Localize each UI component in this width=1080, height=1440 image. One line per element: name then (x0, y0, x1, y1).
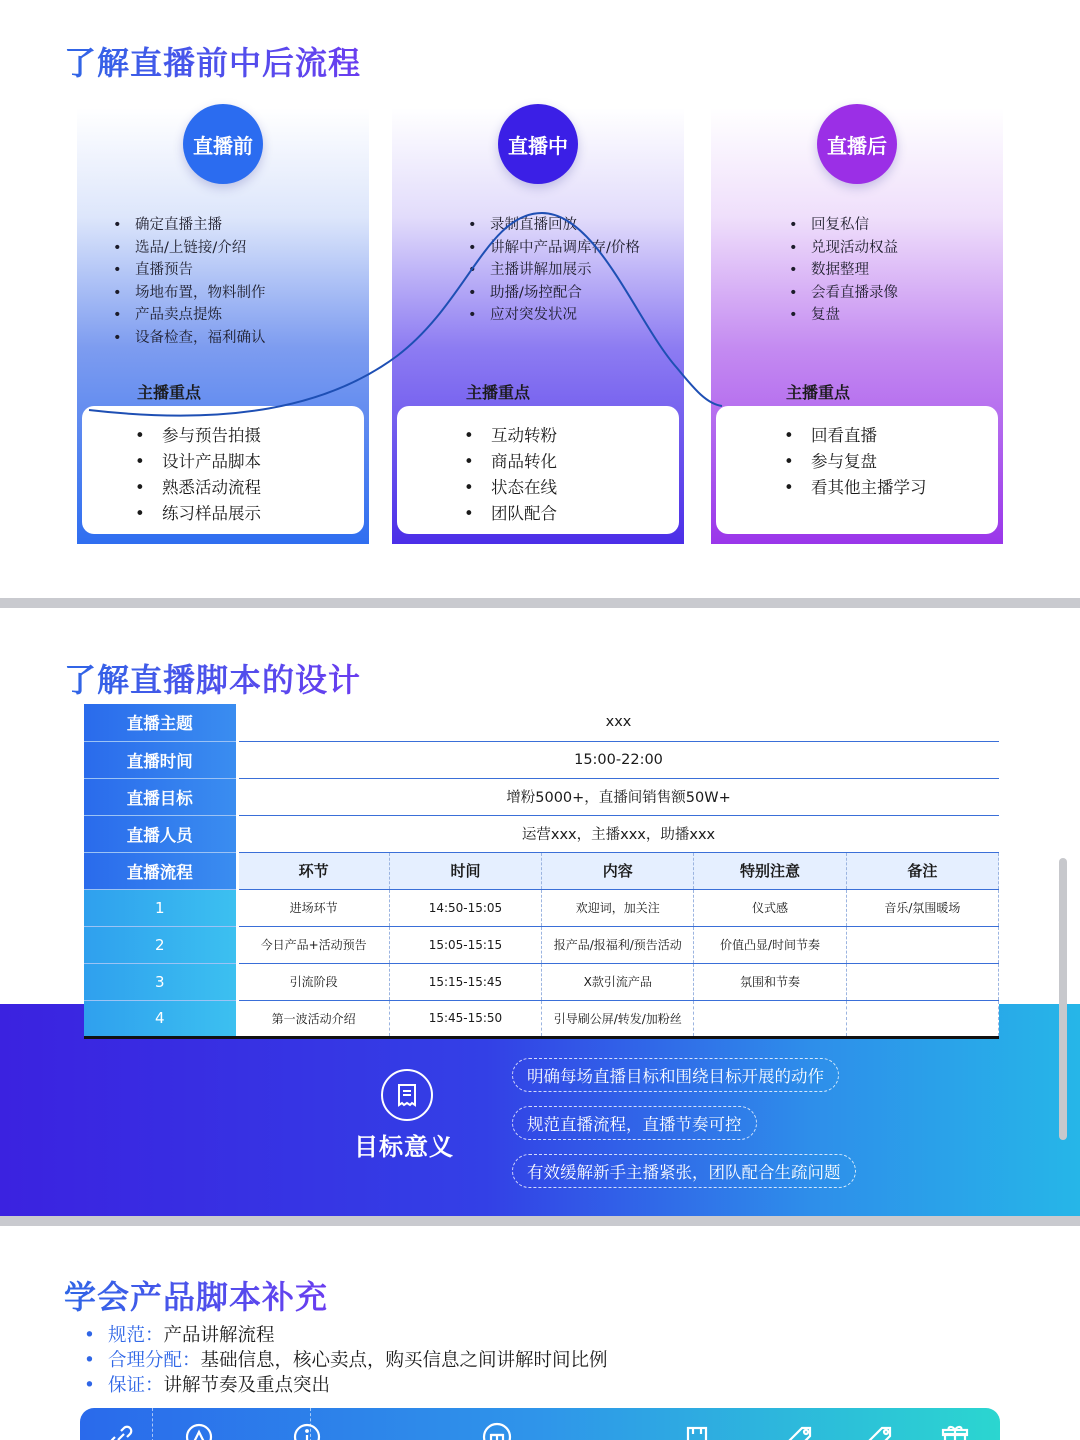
goal-value: 增粉5000+，直播间销售额50W+ (237, 778, 999, 815)
cell-stage: 今日产品+活动预告 (237, 926, 389, 963)
row-number: 1 (84, 889, 237, 926)
focus-list (811, 423, 927, 501)
table-row (84, 741, 999, 778)
section-title-product-script: 学会产品脚本补充 (64, 1272, 328, 1318)
focus-list (162, 423, 261, 527)
cell-stage: 进场环节 (237, 889, 389, 926)
column-header: 环节 (237, 852, 389, 889)
list-item (84, 1323, 608, 1348)
section-divider (0, 598, 1080, 608)
task-item: • 场地布置，物料制作 (135, 282, 361, 305)
column-header: 内容 (542, 852, 694, 889)
focus-label: 主播重点 (137, 383, 202, 402)
warning-icon (184, 1422, 214, 1440)
cell-note: 仪式感 (694, 889, 846, 926)
goal-point: 有效缓解新手主播紧张，团队配合生疏问题 (512, 1154, 856, 1188)
stage-badge: 直播后 (817, 104, 897, 184)
cell-time: 15:15-15:45 (389, 963, 541, 1000)
focus-box (397, 406, 679, 534)
table-row (84, 815, 999, 852)
focus-box (82, 406, 364, 534)
point-sep: ： (145, 1325, 164, 1346)
row-label: 直播目标 (84, 778, 237, 815)
table-row (84, 889, 999, 926)
stage-card-after (711, 108, 1003, 544)
tag-icon (866, 1422, 896, 1440)
task-item: • 应对突发状况 (490, 304, 676, 327)
task-item: • 设备检查，福利确认 (135, 327, 361, 350)
cell-stage: 引流阶段 (237, 963, 389, 1000)
scrollbar[interactable] (1059, 858, 1067, 1140)
table-row (84, 926, 999, 963)
stage-badge: 直播中 (498, 104, 578, 184)
product-script-points (84, 1323, 608, 1398)
focus-item: • 状态在线 (491, 475, 557, 501)
stage-card-during (392, 108, 684, 544)
cell-stage: 第一波活动介绍 (237, 1000, 389, 1037)
stage-badge: 直播前 (183, 104, 263, 184)
focus-list (491, 423, 557, 527)
task-item: • 主播讲解加展示 (490, 259, 676, 282)
column-header: 备注 (846, 852, 998, 889)
goal-point: 明确每场直播目标和围绕目标开展的动作 (512, 1058, 839, 1092)
table-row (84, 704, 999, 741)
cell-remark: 音乐/氛围暖场 (846, 889, 998, 926)
task-item: • 助播/场控配合 (490, 282, 676, 305)
table-row (84, 963, 999, 1000)
icon-bar (80, 1408, 1000, 1440)
task-item: • 录制直播回放 (490, 214, 676, 237)
stage-task-list (811, 214, 995, 327)
row-number: 2 (84, 926, 237, 963)
point-text: 讲解节奏及重点突出 (163, 1375, 331, 1396)
cell-remark (846, 926, 998, 963)
task-item: • 数据整理 (811, 259, 995, 282)
receipt-icon (381, 1069, 433, 1121)
topic-value: xxx (237, 704, 999, 741)
bar-divider (152, 1408, 153, 1440)
cell-remark (846, 963, 998, 1000)
list-item (84, 1373, 608, 1398)
task-item: • 产品卖点提炼 (135, 304, 361, 327)
task-item: • 兑现活动权益 (811, 237, 995, 260)
goal-point: 规范直播流程，直播节奏可控 (512, 1106, 757, 1140)
focus-box (716, 406, 998, 534)
row-number: 4 (84, 1000, 237, 1037)
point-text: 基础信息，核心卖点，购买信息之间讲解时间比例 (200, 1350, 608, 1371)
column-header: 时间 (389, 852, 541, 889)
table-header-row (84, 852, 999, 889)
point-key: 保证 (108, 1375, 146, 1396)
table-row (84, 1000, 999, 1037)
section-divider (0, 1216, 1080, 1226)
stage-task-list (490, 214, 676, 327)
cell-note: 氛围和节奏 (694, 963, 846, 1000)
cell-content: 引导刷公屏/转发/加粉丝 (542, 1000, 694, 1037)
task-item: • 复盘 (811, 304, 995, 327)
column-header: 特别注意 (694, 852, 846, 889)
row-label: 直播人员 (84, 815, 237, 852)
point-sep: ： (145, 1375, 164, 1396)
time-value: 15:00-22:00 (237, 741, 999, 778)
row-label: 直播主题 (84, 704, 237, 741)
task-item: • 直播预告 (135, 259, 361, 282)
section-title-script: 了解直播脚本的设计 (64, 655, 361, 701)
task-item: • 讲解中产品调库存/价格 (490, 237, 676, 260)
stage-task-list (135, 214, 361, 350)
task-item: • 确定直播主播 (135, 214, 361, 237)
link-icon (106, 1422, 136, 1440)
focus-item: • 商品转化 (491, 449, 557, 475)
cell-time: 15:45-15:50 (389, 1000, 541, 1037)
stage-card-before (77, 108, 369, 544)
focus-item: • 互动转粉 (491, 423, 557, 449)
table-row (84, 778, 999, 815)
cell-remark (846, 1000, 998, 1037)
task-item: • 选品/上链接/介绍 (135, 237, 361, 260)
goal-meaning-label: 目标意义 (354, 1133, 454, 1161)
tag-icon (786, 1422, 816, 1440)
script-table (84, 704, 999, 1039)
cell-note: 价值凸显/时间节奏 (694, 926, 846, 963)
point-key: 合理分配 (108, 1350, 183, 1371)
section-title-flow: 了解直播前中后流程 (64, 38, 361, 84)
row-number: 3 (84, 963, 237, 1000)
point-sep: ： (182, 1350, 201, 1371)
focus-item: • 熟悉活动流程 (162, 475, 261, 501)
task-item: • 会看直播录像 (811, 282, 995, 305)
row-label: 直播时间 (84, 741, 237, 778)
point-text: 产品讲解流程 (163, 1325, 275, 1346)
point-key: 规范 (108, 1325, 146, 1346)
row-label: 直播流程 (84, 852, 237, 889)
focus-label: 主播重点 (466, 383, 531, 402)
info-icon (292, 1422, 322, 1440)
task-item: • 回复私信 (811, 214, 995, 237)
cell-time: 15:05-15:15 (389, 926, 541, 963)
cell-time: 14:50-15:05 (389, 889, 541, 926)
focus-item: • 练习样品展示 (162, 501, 261, 527)
focus-item: • 参与复盘 (811, 449, 927, 475)
cell-content: X款引流产品 (542, 963, 694, 1000)
gift-icon (940, 1422, 970, 1440)
receipt-icon (682, 1422, 712, 1440)
cell-content: 报产品/报福利/预告活动 (542, 926, 694, 963)
gift-icon (482, 1422, 512, 1440)
staff-value: 运营xxx，主播xxx，助播xxx (237, 815, 999, 852)
focus-item: • 参与预告拍摄 (162, 423, 261, 449)
list-item (84, 1348, 608, 1373)
focus-item: • 设计产品脚本 (162, 449, 261, 475)
cell-note (694, 1000, 846, 1037)
focus-label: 主播重点 (786, 383, 851, 402)
focus-item: • 回看直播 (811, 423, 927, 449)
focus-item: • 团队配合 (491, 501, 557, 527)
cell-content: 欢迎词，加关注 (542, 889, 694, 926)
focus-item: • 看其他主播学习 (811, 475, 927, 501)
